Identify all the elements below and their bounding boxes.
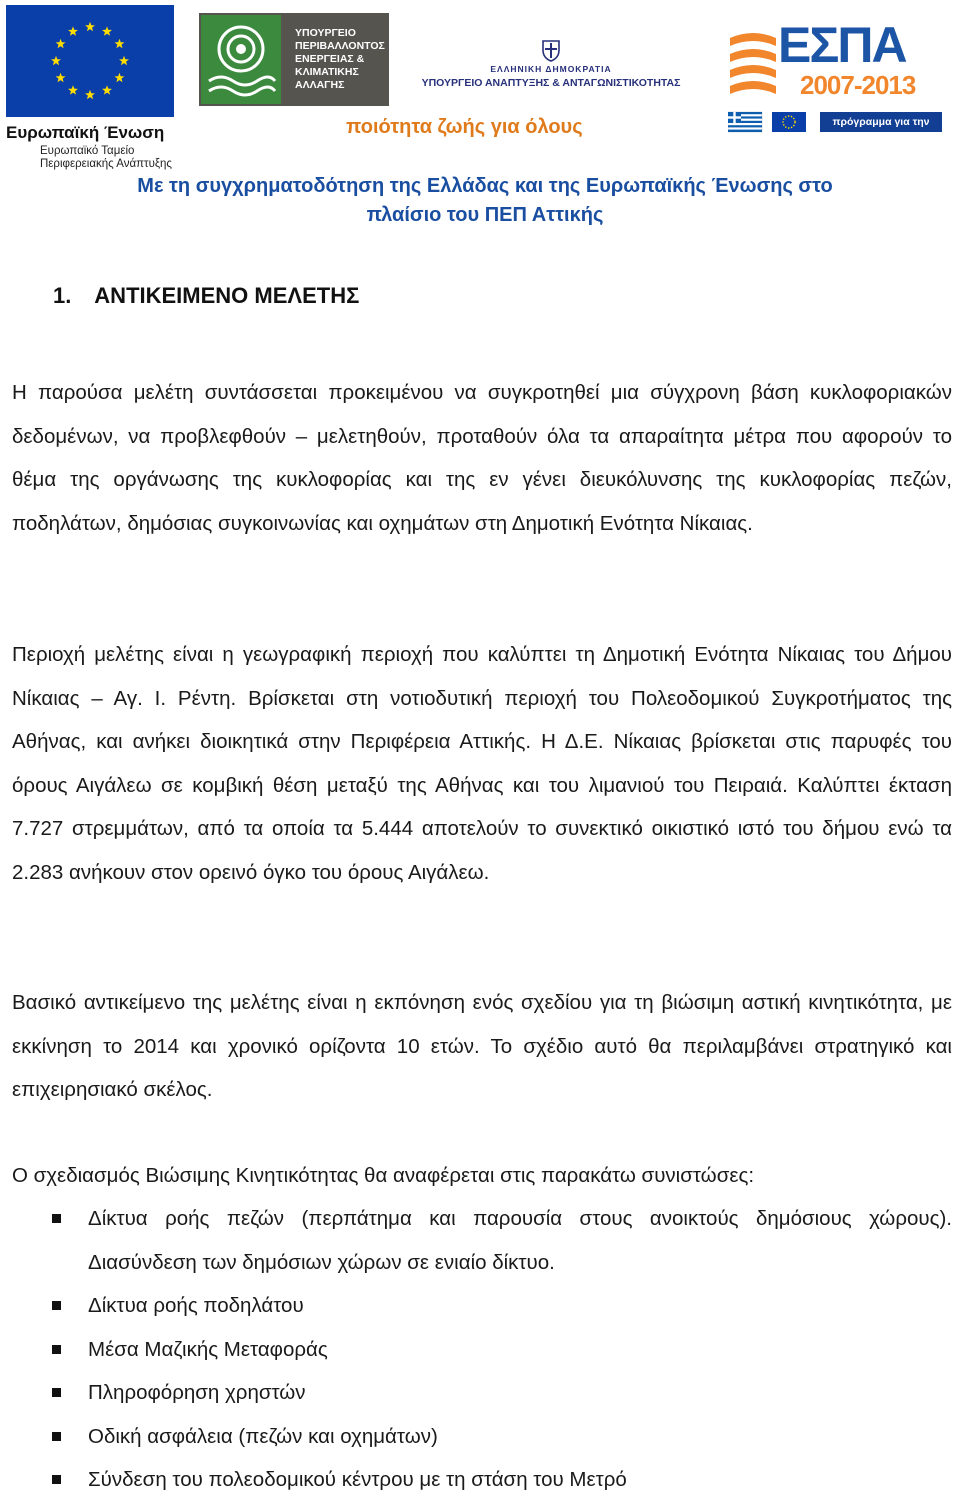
list-item [12, 1284, 952, 1328]
bullet-icon [52, 1301, 61, 1310]
espa-years: 2007-2013 [800, 70, 916, 100]
env-line: ΑΛΛΑΓΗΣ [295, 79, 345, 91]
list-item-text: Δίκτυα ροής ποδηλάτου [88, 1294, 304, 1317]
list-item [12, 1415, 952, 1459]
eu-fund-line2: Περιφερειακής Ανάπτυξης [40, 158, 172, 170]
bullet-icon [52, 1475, 61, 1484]
section-title: ΑΝΤΙΚΕΙΜΕΝΟ ΜΕΛΕΤΗΣ [94, 283, 360, 308]
paragraph-components-intro: Ο σχεδιασμός Βιώσιμης Κινητικότητας θα αναφέρεται στις παρακάτω συνιστώσες: [12, 1164, 755, 1187]
eu-star-icon [68, 26, 78, 35]
eu-star-icon [115, 39, 125, 48]
eu-fund [6, 145, 174, 171]
eu-star-icon [68, 85, 78, 94]
eu-star-icon [56, 73, 66, 82]
cofinancing-statement [40, 172, 930, 230]
eu-name: Ευρωπαϊκή Ένωση [6, 123, 165, 142]
flags-icon [728, 110, 816, 134]
eu-stars-icon [6, 5, 174, 117]
env-line: ΕΝΕΡΓΕΙΑΣ & [295, 53, 365, 65]
list-item-text: Δίκτυα ροής πεζών (περπάτημα και παρουσία στους ανοικτούς δημόσιους χώρους). Διασύνδεση των δημόσιων χώρων σε ενιαίο δίκτυο. [88, 1207, 952, 1274]
env-line: ΥΠΟΥΡΓΕΙΟ [295, 27, 356, 39]
eu-star-icon [115, 73, 125, 82]
espa-program-label: πρόγραμμα για την ανάπτυξη [820, 112, 942, 132]
eu-star-icon [102, 26, 112, 35]
bullet-icon [52, 1432, 61, 1441]
eu-star-icon [119, 56, 129, 65]
list-item-text: Σύνδεση του πολεοδομικού κέντρου με τη στάση του Μετρό [88, 1468, 627, 1491]
paragraph-purpose: Η παρούσα μελέτη συντάσσεται προκειμένου να συγκροτηθεί μια σύγχρονη βάση κυκλοφοριακών δεδομένων, να προβλεφθούν – μελετηθούν, προταθούν όλα τα απαραίτητα μέτρα που αφορούν το θέμα της οργάνωσης της κυκλοφορίας και της εν γένει διευκόλυνσης της κυκλοφορίας πεζών, ποδηλάτων, δημόσιας συγκοινωνίας και οχημάτων στη Δημοτική Ενότητα Νίκαιας. [12, 381, 952, 535]
eu-star-icon [85, 22, 95, 31]
greek-republic-label: ΕΛΛΗΝΙΚΗ ΔΗΜΟΚΡΑΤΙΑ [490, 64, 612, 74]
list-item-text: Οδική ασφάλεια (πεζών και οχημάτων) [88, 1424, 438, 1448]
cofinancing-line1: Με τη συγχρηματοδότηση της Ελλάδας και της Ευρωπαϊκής Ένωσης στο [137, 175, 833, 197]
development-ministry-label: ΥΠΟΥΡΓΕΙΟ ΑΝΑΠΤΥΞΗΣ & ΑΝΤΑΓΩΝΙΣΤΙΚΟΤΗΤΑΣ [421, 77, 681, 89]
eu-flag-icon [6, 5, 174, 117]
eu-star-icon [51, 56, 61, 65]
eu-fund-line1: Ευρωπαϊκό Ταμείο [40, 145, 135, 157]
list-item-text: Μέσα Μαζικής Μεταφοράς [88, 1337, 328, 1361]
cofinancing-line2: πλαίσιο του ΠΕΠ Αττικής [366, 204, 604, 226]
list-item [12, 1197, 952, 1284]
greek-republic-logo [408, 38, 694, 89]
eu-star-icon [85, 90, 95, 99]
bullet-icon [52, 1214, 61, 1223]
espa-flags-strip [728, 110, 943, 148]
espa-stripes-icon [728, 30, 778, 102]
logo-header [0, 0, 960, 180]
environment-ministry-name [295, 27, 385, 92]
components-list [12, 1197, 952, 1502]
espa-logo [728, 17, 948, 148]
list-item-text: Πληροφόρηση χρηστών [88, 1381, 306, 1404]
eu-star-icon [102, 85, 112, 94]
bullet-icon [52, 1345, 61, 1354]
paragraph-objective: Βασικό αντικείμενο της μελέτης είναι η εκπόνηση ενός σχεδίου για τη βιώσιμη αστική κινητικότητα, με εκκίνηση το 2014 και χρονικό ορίζοντα 10 ετών. Το σχέδιο αυτό θα περιλαμβάνει στρατηγικό και επιχειρησιακό σκέλος. [12, 991, 952, 1101]
paragraph-study-area: Περιοχή μελέτης είναι η γεωγραφική περιοχή που καλύπτει τη Δημοτική Ενότητα Νίκαιας του Δήμου Νίκαιας – Αγ. Ι. Ρέντη. Βρίσκεται στη νοτιοδυτική περιοχή του Πολεοδομικού Συγκροτήματος της Αθήνας, και ανήκει διοικητικά στην Περιφέρεια Αττικής. Η Δ.Ε. Νίκαιας βρίσκεται στις παρυφές του όρους Αιγάλεω σε κομβική θέση μεταξύ της Αθήνας και του λιμανιού του Πειραιά. Καλύπτει έκταση 7.727 στρεμμάτων, από τα οποία τα 5.444 αποτελούν το συνεκτικό οικιστικό ιστό του δήμου ενώ τα 2.283 ανήκουν στον ορεινό όγκο του όρους Αιγάλεω. [12, 643, 952, 884]
eu-star-icon [56, 39, 66, 48]
greek-coat-of-arms-icon [539, 38, 563, 62]
motto: ποιότητα ζωής για όλους [346, 116, 583, 138]
env-line: ΚΛΙΜΑΤΙΚΗΣ [295, 66, 359, 78]
environment-emblem-icon [201, 15, 281, 104]
environment-ministry-logo [199, 13, 389, 106]
section-number: 1. [53, 283, 72, 308]
eu-logo [6, 5, 174, 171]
bullet-icon [52, 1388, 61, 1397]
list-item [12, 1328, 952, 1372]
espa-wordmark: ΕΣΠΑ [778, 17, 906, 73]
env-line: ΠΕΡΙΒΑΛΛΟΝΤΟΣ [295, 40, 385, 52]
list-item [12, 1371, 952, 1415]
section-heading [53, 283, 359, 309]
